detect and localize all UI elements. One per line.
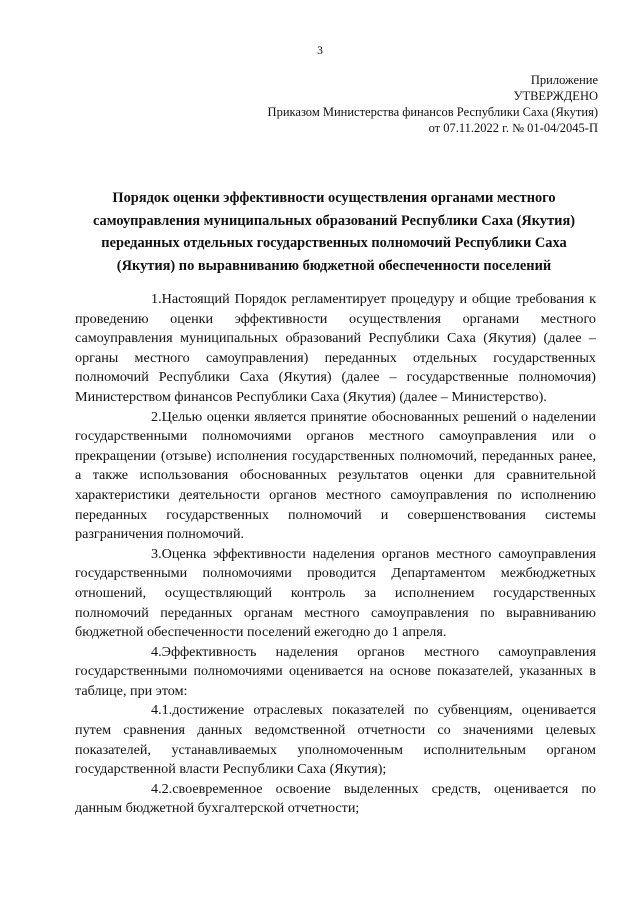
paragraph-number: 4. — [151, 643, 162, 660]
paragraph-text: Настоящий Порядок регламентирует процедуру и общие требования к проведению оценки эффективности осуществления органами местного самоуправления муниципальных образований Республики Саха (Якутия) (далее – органы местного самоуправления) переданных отдельных государственных полномочий Республики Саха (Якутия) (далее – государственные полномочия) Министерством финансов Республики Саха (Якутия) (далее – Министерство). — [75, 291, 596, 405]
paragraph-4-2 — [75, 780, 596, 819]
paragraph-text: Оценка эффективности наделения органов местного самоуправления государственными полномочиями проводится Департаментом межбюджетных отношений, осуществляющий контроль за исполнением государственных полномочий переданных органам местного самоуправления по выравниванию бюджетной обеспеченности поселений ежегодно до 1 апреля. — [75, 545, 596, 641]
paragraph-number: 2. — [151, 408, 162, 425]
paragraph-1 — [75, 290, 596, 408]
document-title: Порядок оценки эффективности осуществления органами местного самоуправления муниципальных образований Республики Саха (Якутия) переданных отдельных государственных полномочий Республики Саха (Якутия) по выравниванию бюджетной обеспеченности поселений — [92, 190, 576, 274]
paragraph-text: достижение отраслевых показателей по субвенциям, оценивается путем сравнения данных ведомственной отчетности со значениями целевых показателей, устанавливаемых уполномоченным исполнительным органом государственной власти Республики Саха (Якутия); — [75, 702, 596, 778]
approval-stamp — [268, 72, 598, 136]
paragraph-number: 3. — [151, 545, 162, 562]
approval-approved-label: УТВЕРЖДЕНО — [513, 89, 598, 103]
approval-appendix-label: Приложение — [530, 73, 598, 87]
paragraph-number: 4.1. — [151, 702, 173, 719]
paragraph-4-1 — [75, 701, 596, 779]
paragraph-number: 1. — [151, 291, 162, 307]
paragraph-2 — [75, 408, 596, 545]
page-number: 3 — [317, 45, 323, 57]
paragraph-number: 4.2. — [151, 780, 173, 797]
paragraph-text: своевременное освоение выделенных средств, оценивается по данным бюджетной бухгалтерской отчетности; — [75, 780, 596, 817]
approval-order-date-number: от 07.11.2022 г. № 01-04/2045-П — [428, 121, 598, 135]
paragraph-text: Эффективность наделения органов местного самоуправления государственными полномочиями оценивается на основе показателей, указанных в таблице, при этом: — [75, 643, 596, 699]
approval-order-reference: Приказом Министерства финансов Республики Саха (Якутия) — [267, 105, 598, 119]
paragraph-3 — [75, 545, 596, 643]
paragraph-4 — [75, 643, 596, 702]
paragraph-text: Целью оценки является принятие обоснованных решений о наделении государственными полномочиями органов местного самоуправления или о прекращении (отзыве) исполнения государственных полномочий, переданных ранее, а также использования обоснованных результатов оценки для сравнительной характеристики деятельности органов местного самоуправления по исполнению переданных государственных полномочий и совершенствования системы разграничения полномочий. — [75, 408, 596, 543]
document-body — [75, 290, 596, 819]
